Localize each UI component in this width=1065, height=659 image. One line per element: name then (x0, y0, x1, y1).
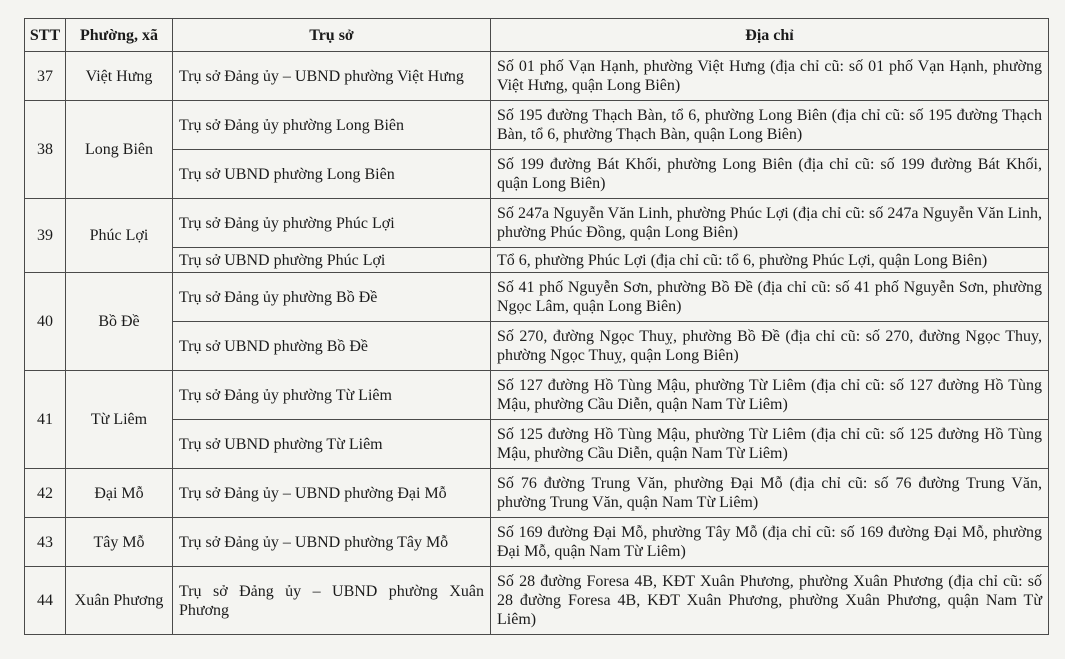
address-cell: Số 169 đường Đại Mỗ, phường Tây Mỗ (địa chỉ cũ: số 169 đường Đại Mỗ, phường Đại Mỗ, quận Nam Từ Liêm) (491, 518, 1049, 567)
office-cell: Trụ sở Đảng ủy – UBND phường Xuân Phương (173, 567, 491, 635)
office-cell: Trụ sở Đảng ủy – UBND phường Tây Mỗ (173, 518, 491, 567)
ward-cell: Đại Mỗ (66, 469, 173, 518)
office-cell: Trụ sở UBND phường Bồ Đề (173, 322, 491, 371)
table-row (25, 52, 1049, 101)
table-row (25, 273, 1049, 322)
address-cell: Số 247a Nguyễn Văn Linh, phường Phúc Lợi (địa chỉ cũ: số 247a Nguyễn Văn Linh, phường Phúc Đồng, quận Long Biên) (491, 199, 1049, 248)
ward-office-table (24, 18, 1049, 635)
stt-cell: 42 (25, 469, 66, 518)
ward-cell: Phúc Lợi (66, 199, 173, 273)
table-row (25, 420, 1049, 469)
stt-cell: 43 (25, 518, 66, 567)
ward-cell: Long Biên (66, 101, 173, 199)
header-stt: STT (25, 19, 66, 52)
header-ward: Phường, xã (66, 19, 173, 52)
ward-cell: Từ Liêm (66, 371, 173, 469)
table-row (25, 322, 1049, 371)
address-cell: Số 125 đường Hồ Tùng Mậu, phường Từ Liêm (địa chỉ cũ: số 125 đường Hồ Tùng Mậu, phường Cầu Diễn, quận Nam Từ Liêm) (491, 420, 1049, 469)
office-cell: Trụ sở Đảng ủy – UBND phường Đại Mỗ (173, 469, 491, 518)
address-cell: Số 270, đường Ngọc Thuỵ, phường Bồ Đề (địa chỉ cũ: số 270, đường Ngọc Thuy, phường Ngọc Thuỵ, quận Long Biên) (491, 322, 1049, 371)
table-row (25, 469, 1049, 518)
stt-cell: 44 (25, 567, 66, 635)
office-cell: Trụ sở Đảng ủy phường Long Biên (173, 101, 491, 150)
header-row (25, 19, 1049, 52)
address-cell: Số 199 đường Bát Khối, phường Long Biên (địa chỉ cũ: số 199 đường Bát Khối, quận Long Biên) (491, 150, 1049, 199)
ward-cell: Xuân Phương (66, 567, 173, 635)
stt-cell: 38 (25, 101, 66, 199)
table-row (25, 199, 1049, 248)
address-cell: Số 76 đường Trung Văn, phường Đại Mỗ (địa chỉ cũ: số 76 đường Trung Văn, phường Trung Văn, quận Nam Từ Liêm) (491, 469, 1049, 518)
address-cell: Số 28 đường Foresa 4B, KĐT Xuân Phương, phường Xuân Phương (địa chỉ cũ: số 28 đường Foresa 4B, KĐT Xuân Phương, phường Xuân Phương, quận Nam Từ Liêm) (491, 567, 1049, 635)
table-row (25, 150, 1049, 199)
stt-cell: 41 (25, 371, 66, 469)
address-cell: Số 127 đường Hồ Tùng Mậu, phường Từ Liêm (địa chỉ cũ: số 127 đường Hồ Tùng Mậu, phường Cầu Diễn, quận Nam Từ Liêm) (491, 371, 1049, 420)
table-row (25, 518, 1049, 567)
address-cell: Số 41 phố Nguyễn Sơn, phường Bồ Đề (địa chỉ cũ: số 41 phố Nguyễn Sơn, phường Ngọc Lâm, quận Long Biên) (491, 273, 1049, 322)
table-row (25, 101, 1049, 150)
stt-cell: 39 (25, 199, 66, 273)
address-cell: Số 01 phố Vạn Hạnh, phường Việt Hưng (địa chỉ cũ: số 01 phố Vạn Hạnh, phường Việt Hưng, quận Long Biên) (491, 52, 1049, 101)
office-cell: Trụ sở Đảng ủy phường Phúc Lợi (173, 199, 491, 248)
office-cell: Trụ sở Đảng ủy – UBND phường Việt Hưng (173, 52, 491, 101)
header-office: Trụ sở (173, 19, 491, 52)
table-row (25, 371, 1049, 420)
stt-cell: 40 (25, 273, 66, 371)
ward-cell: Bồ Đề (66, 273, 173, 371)
ward-cell: Tây Mỗ (66, 518, 173, 567)
office-cell: Trụ sở UBND phường Long Biên (173, 150, 491, 199)
table-row (25, 248, 1049, 273)
office-cell: Trụ sở UBND phường Từ Liêm (173, 420, 491, 469)
header-address: Địa chỉ (491, 19, 1049, 52)
table-row (25, 567, 1049, 635)
office-cell: Trụ sở UBND phường Phúc Lợi (173, 248, 491, 273)
office-cell: Trụ sở Đảng ủy phường Bồ Đề (173, 273, 491, 322)
ward-cell: Việt Hưng (66, 52, 173, 101)
address-cell: Tổ 6, phường Phúc Lợi (địa chỉ cũ: tổ 6, phường Phúc Lợi, quận Long Biên) (491, 248, 1049, 273)
address-cell: Số 195 đường Thạch Bàn, tổ 6, phường Long Biên (địa chỉ cũ: số 195 đường Thạch Bàn, tổ 6, phường Thạch Bàn, quận Long Biên) (491, 101, 1049, 150)
office-cell: Trụ sở Đảng ủy phường Từ Liêm (173, 371, 491, 420)
stt-cell: 37 (25, 52, 66, 101)
